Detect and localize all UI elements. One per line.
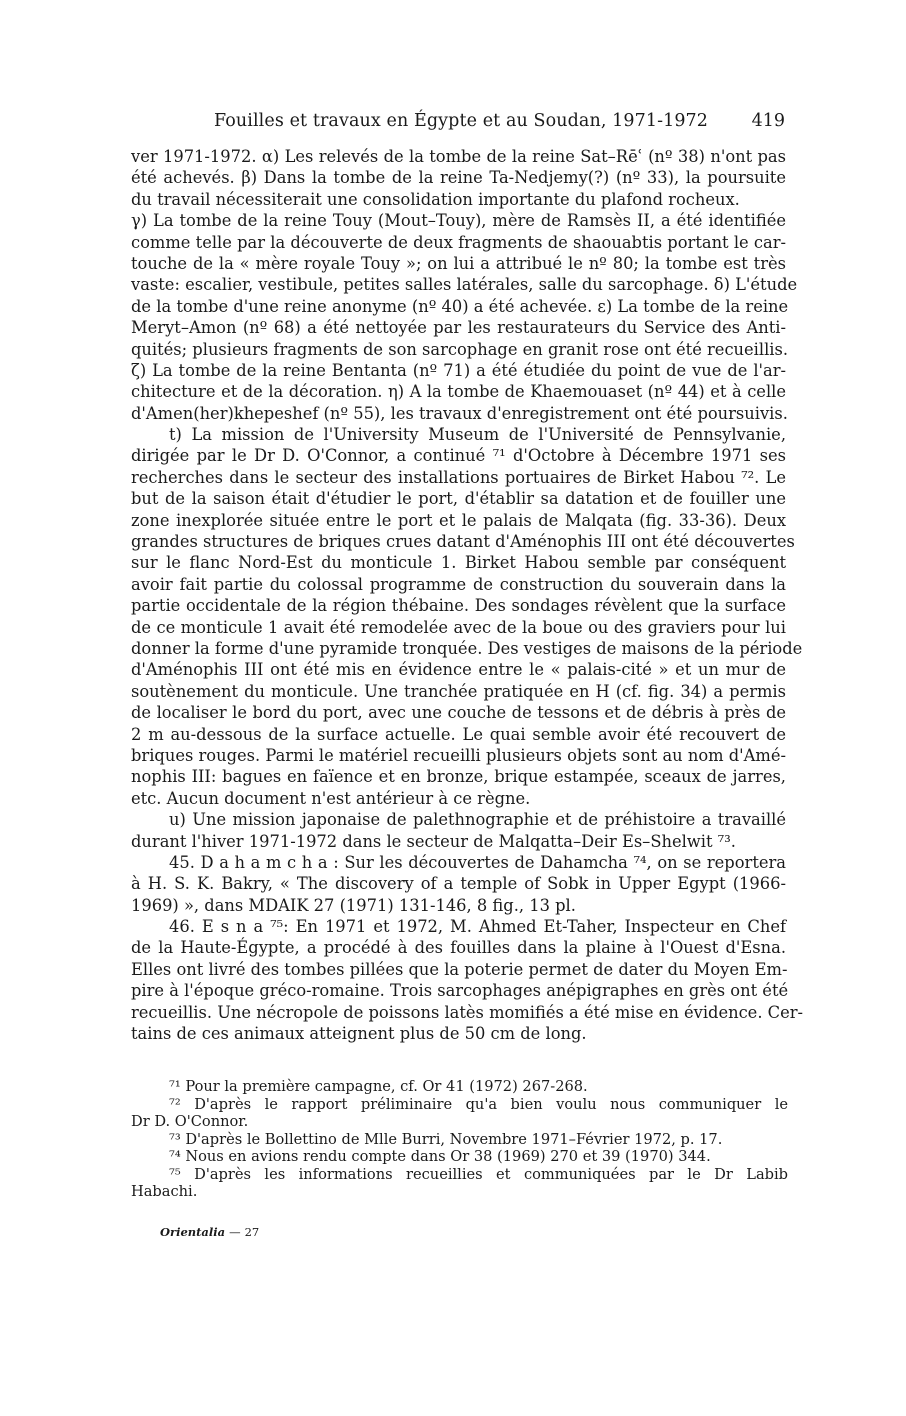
text-line: durant l'hiver 1971-1972 dans le secteur de Malqatta–Deir Es–Shelwit ⁷³. bbox=[131, 831, 736, 851]
text-line: été achevés. β) Dans la tombe de la reine Ta-Nedjemy(?) (nº 33), la poursuite bbox=[131, 168, 786, 188]
text-line: dirigée par le Dr D. O'Connor, a continué ⁷¹ d'Octobre à Décembre 1971 ses bbox=[131, 446, 786, 466]
footnotes bbox=[131, 1078, 788, 1201]
text-line: nophis III: bagues en faïence et en bronze, brique estampée, sceaux de jarres, bbox=[131, 767, 786, 787]
text-line: soutènement du monticule. Une tranchée pratiquée en H (cf. fig. 34) a permis bbox=[131, 681, 786, 701]
signature-number: 27 bbox=[244, 1225, 260, 1239]
text-line: etc. Aucun document n'est antérieur à ce règne. bbox=[131, 788, 531, 808]
footer-separator: — bbox=[229, 1225, 241, 1239]
text-line: recueillis. Une nécropole de poissons latès momifiés a été mise en évidence. Cer- bbox=[131, 1002, 804, 1022]
text-line: partie occidentale de la région thébaine. Des sondages révèlent que la surface bbox=[131, 596, 786, 616]
footnote-line: ⁷⁵ D'après les informations recueillies et communiquées par le Dr Labib bbox=[169, 1165, 788, 1183]
text-line: quités; plusieurs fragments de son sarcophage en granit rose ont été recueillis. bbox=[131, 339, 789, 359]
text-line: vaste: escalier, vestibule, petites salles latérales, salle du sarcophage. δ) L'étude bbox=[131, 275, 798, 295]
text-line: 46. E s n a ⁷⁵: En 1971 et 1972, M. Ahmed Et-Taher, Inspecteur en Chef bbox=[169, 917, 786, 937]
running-title: Fouilles et travaux en Égypte et au Soudan, 1971-1972 bbox=[214, 111, 709, 131]
text-line: ver 1971-1972. α) Les relevés de la tombe de la reine Sat–Rēʿ (nº 38) n'ont pas bbox=[131, 147, 786, 166]
text-line: de la Haute-Égypte, a procédé à des fouilles dans la plaine à l'Ouest d'Esna. bbox=[131, 938, 786, 958]
text-line: u) Une mission japonaise de palethnographie et de préhistoire a travaillé bbox=[169, 810, 786, 830]
text-line: 2 m au-dessous de la surface actuelle. Le quai semble avoir été recouvert de bbox=[131, 724, 786, 744]
page-number: 419 bbox=[751, 111, 785, 131]
text-line: touche de la « mère royale Touy »; on lui a attribué le nº 80; la tombe est très bbox=[131, 253, 786, 273]
text-line: donner la forme d'une pyramide tronquée. Des vestiges de maisons de la période bbox=[131, 638, 803, 658]
text-line: sur le flanc Nord-Est du monticule 1. Birket Habou semble par conséquent bbox=[131, 553, 786, 573]
text-line: briques rouges. Parmi le matériel recueilli plusieurs objets sont au nom d'Amé- bbox=[131, 745, 786, 765]
text-line: zone inexplorée située entre le port et le palais de Malqata (fig. 33-36). Deux bbox=[131, 510, 786, 530]
text-line: du travail nécessiterait une consolidation importante du plafond rocheux. bbox=[131, 189, 740, 209]
text-line: t) La mission de l'University Museum de l'Université de Pennsylvanie, bbox=[169, 425, 786, 445]
text-line: d'Amen(her)khepeshef (nº 55), les travaux d'enregistrement ont été poursuivis. bbox=[131, 403, 788, 423]
text-line: Meryt–Amon (nº 68) a été nettoyée par les restaurateurs du Service des Anti- bbox=[131, 318, 786, 338]
footnote-line: ⁷³ D'après le Bollettino de Mlle Burri, Novembre 1971–Février 1972, p. 17. bbox=[169, 1130, 723, 1148]
footnote-line: ⁷⁴ Nous en avions rendu compte dans Or 38 (1969) 270 et 39 (1970) 344. bbox=[169, 1148, 711, 1165]
text-line: ζ) La tombe de la reine Bentanta (nº 71) a été étudiée du point de vue de l'ar- bbox=[131, 360, 786, 380]
text-line: but de la saison était d'étudier le port, d'établir sa datation et de fouiller une bbox=[131, 489, 786, 509]
text-line: recherches dans le secteur des installations portuaires de Birket Habou ⁷². Le bbox=[131, 467, 786, 487]
journal-name: Orientalia bbox=[160, 1225, 226, 1239]
text-line: γ) La tombe de la reine Touy (Mout–Touy), mère de Ramsès II, a été identifiée bbox=[131, 211, 786, 231]
text-line: grandes structures de briques crues datant d'Aménophis III ont été découvertes bbox=[131, 532, 795, 552]
text-line: avoir fait partie du colossal programme de construction du souverain dans la bbox=[131, 574, 786, 594]
text-line: à H. S. K. Bakry, « The discovery of a temple of Sobk in Upper Egypt (1966- bbox=[131, 874, 786, 894]
text-line: de ce monticule 1 avait été remodelée avec de la boue ou des graviers pour lui bbox=[131, 617, 786, 637]
text-line: tains de ces animaux atteignent plus de 50 cm de long. bbox=[131, 1024, 587, 1044]
text-line: chitecture et de la décoration. η) A la tombe de Khaemouaset (nº 44) et à celle bbox=[131, 382, 786, 402]
text-line: pire à l'époque gréco-romaine. Trois sarcophages anépigraphes en grès ont été bbox=[131, 981, 789, 1001]
body-text bbox=[131, 146, 804, 1044]
footnote-line: Habachi. bbox=[131, 1183, 198, 1200]
footnote-line: ⁷¹ Pour la première campagne, cf. Or 41 (1972) 267-268. bbox=[169, 1078, 588, 1095]
text-line: comme telle par la découverte de deux fragments de shaouabtis portant le car- bbox=[131, 232, 786, 252]
footnote-line: ⁷² D'après le rapport préliminaire qu'a bien voulu nous communiquer le bbox=[169, 1095, 788, 1113]
text-line: Elles ont livré des tombes pillées que la poterie permet de dater du Moyen Em- bbox=[131, 959, 788, 979]
text-line: d'Aménophis III ont été mis en évidence entre le « palais-cité » et un mur de bbox=[131, 660, 786, 680]
text-line: 45. D a h a m c h a : Sur les découvertes de Dahamcha ⁷⁴, on se reportera bbox=[169, 852, 786, 872]
text-line: de localiser le bord du port, avec une couche de tessons et de débris à près de bbox=[131, 703, 786, 723]
footnote-line: Dr D. O'Connor. bbox=[131, 1113, 249, 1130]
text-line: 1969) », dans MDAIK 27 (1971) 131-146, 8 fig., 13 pl. bbox=[131, 895, 576, 915]
text-line: de la tombe d'une reine anonyme (nº 40) a été achevée. ε) La tombe de la reine bbox=[131, 296, 789, 316]
running-header bbox=[214, 106, 785, 136]
footer-signature bbox=[160, 1222, 259, 1242]
